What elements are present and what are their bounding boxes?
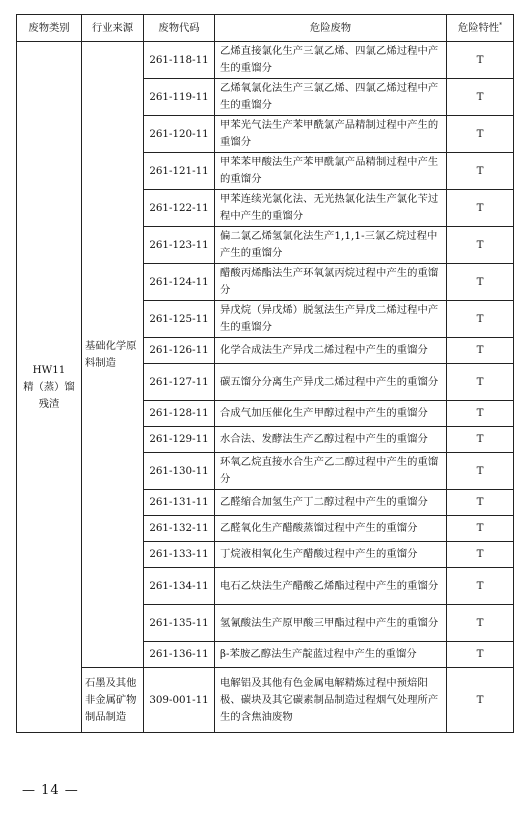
waste-code-cell: 261-135-11 [144,605,215,642]
hazard-characteristic-cell: T [447,516,514,542]
header-row [17,15,514,42]
waste-code-cell: 309-001-11 [144,668,215,733]
hazard-characteristic-cell: T [447,542,514,568]
waste-description-cell: 甲苯连续光氯化法、无光热氯化法生产氯化苄过程中产生的重馏分 [215,190,447,227]
footnote-mark: * [499,21,503,29]
hazard-characteristic-cell: T [447,227,514,264]
table-row [17,42,514,79]
waste-description-cell: 乙烯直接氯化生产三氯乙烯、四氯乙烯过程中产生的重馏分 [215,42,447,79]
waste-description-cell: 乙醛氧化生产醋酸蒸馏过程中产生的重馏分 [215,516,447,542]
waste-description-cell: 偏二氯乙烯氢氯化法生产1,1,1-三氯乙烷过程中产生的重馏分 [215,227,447,264]
waste-code-cell: 261-130-11 [144,453,215,490]
waste-code-cell: 261-128-11 [144,401,215,427]
header-waste: 危险废物 [215,15,447,42]
waste-description-cell: 甲苯苯甲酸法生产苯甲酰氯产品精制过程中产生的重馏分 [215,153,447,190]
hazard-characteristic-cell: T [447,190,514,227]
table-row [17,668,514,733]
hazardous-waste-table [16,14,514,733]
header-characteristic-label: 危险特性 [457,21,500,34]
waste-code-cell: 261-127-11 [144,364,215,401]
industry-source-cell: 基础化学原 料制造 [82,42,144,668]
waste-description-cell: 乙烯氧氯化法生产三氯乙烯、四氯乙烯过程中产生的重馏分 [215,79,447,116]
waste-code-cell: 261-136-11 [144,642,215,668]
hazard-characteristic-cell: T [447,642,514,668]
header-category: 废物类别 [17,15,82,42]
waste-description-cell: 电石乙炔法生产醋酸乙烯酯过程中产生的重馏分 [215,568,447,605]
waste-description-cell: 氢氰酸法生产原甲酸三甲酯过程中产生的重馏分 [215,605,447,642]
header-code: 废物代码 [144,15,215,42]
header-industry: 行业来源 [82,15,144,42]
waste-code-cell: 261-131-11 [144,490,215,516]
hazard-characteristic-cell: T [447,338,514,364]
waste-code-cell: 261-120-11 [144,116,215,153]
waste-description-cell: 醋酸丙烯酯法生产环氧氯丙烷过程中产生的重馏分 [215,264,447,301]
waste-code-cell: 261-129-11 [144,427,215,453]
hazard-characteristic-cell: T [447,116,514,153]
waste-description-cell: 合成气加压催化生产甲醇过程中产生的重馏分 [215,401,447,427]
header-characteristic [447,15,514,42]
waste-description-cell: 甲苯光气法生产苯甲酰氯产品精制过程中产生的重馏分 [215,116,447,153]
hazard-characteristic-cell: T [447,668,514,733]
waste-code-cell: 261-121-11 [144,153,215,190]
waste-description-cell: 碳五馏分分离生产异戊二烯过程中产生的重馏分 [215,364,447,401]
waste-description-cell: 电解铝及其他有色金属电解精炼过程中预焙阳极、碳块及其它碳素制品制造过程烟气处理所产生的含焦油废物 [215,668,447,733]
waste-description-cell: 化学合成法生产异戊二烯过程中产生的重馏分 [215,338,447,364]
hazard-characteristic-cell: T [447,153,514,190]
hazard-characteristic-cell: T [447,568,514,605]
hazard-characteristic-cell: T [447,79,514,116]
waste-description-cell: 环氧乙烷直接水合生产乙二醇过程中产生的重馏分 [215,453,447,490]
waste-code-cell: 261-124-11 [144,264,215,301]
industry-source-cell: 石墨及其他 非金属矿物 制品制造 [82,668,144,733]
hazard-characteristic-cell: T [447,490,514,516]
waste-code-cell: 261-122-11 [144,190,215,227]
hazard-characteristic-cell: T [447,453,514,490]
hazard-characteristic-cell: T [447,264,514,301]
waste-description-cell: 水合法、发酵法生产乙醇过程中产生的重馏分 [215,427,447,453]
hazard-characteristic-cell: T [447,427,514,453]
waste-code-cell: 261-125-11 [144,301,215,338]
waste-code-cell: 261-134-11 [144,568,215,605]
page-number: — 14 — [22,783,79,798]
waste-code-cell: 261-119-11 [144,79,215,116]
hazard-characteristic-cell: T [447,364,514,401]
waste-description-cell: 乙醛缩合加氢生产丁二醇过程中产生的重馏分 [215,490,447,516]
hazard-characteristic-cell: T [447,301,514,338]
waste-description-cell: 丁烷液相氧化生产醋酸过程中产生的重馏分 [215,542,447,568]
waste-code-cell: 261-118-11 [144,42,215,79]
waste-category-cell: HW11 精（蒸）馏 残渣 [17,42,82,733]
waste-code-cell: 261-132-11 [144,516,215,542]
hazard-characteristic-cell: T [447,42,514,79]
waste-code-cell: 261-126-11 [144,338,215,364]
waste-code-cell: 261-133-11 [144,542,215,568]
waste-description-cell: 异戊烷（异戊烯）脱氢法生产异戊二烯过程中产生的重馏分 [215,301,447,338]
hazard-characteristic-cell: T [447,605,514,642]
waste-code-cell: 261-123-11 [144,227,215,264]
waste-description-cell: β-苯胺乙醇法生产靛蓝过程中产生的重馏分 [215,642,447,668]
hazard-characteristic-cell: T [447,401,514,427]
